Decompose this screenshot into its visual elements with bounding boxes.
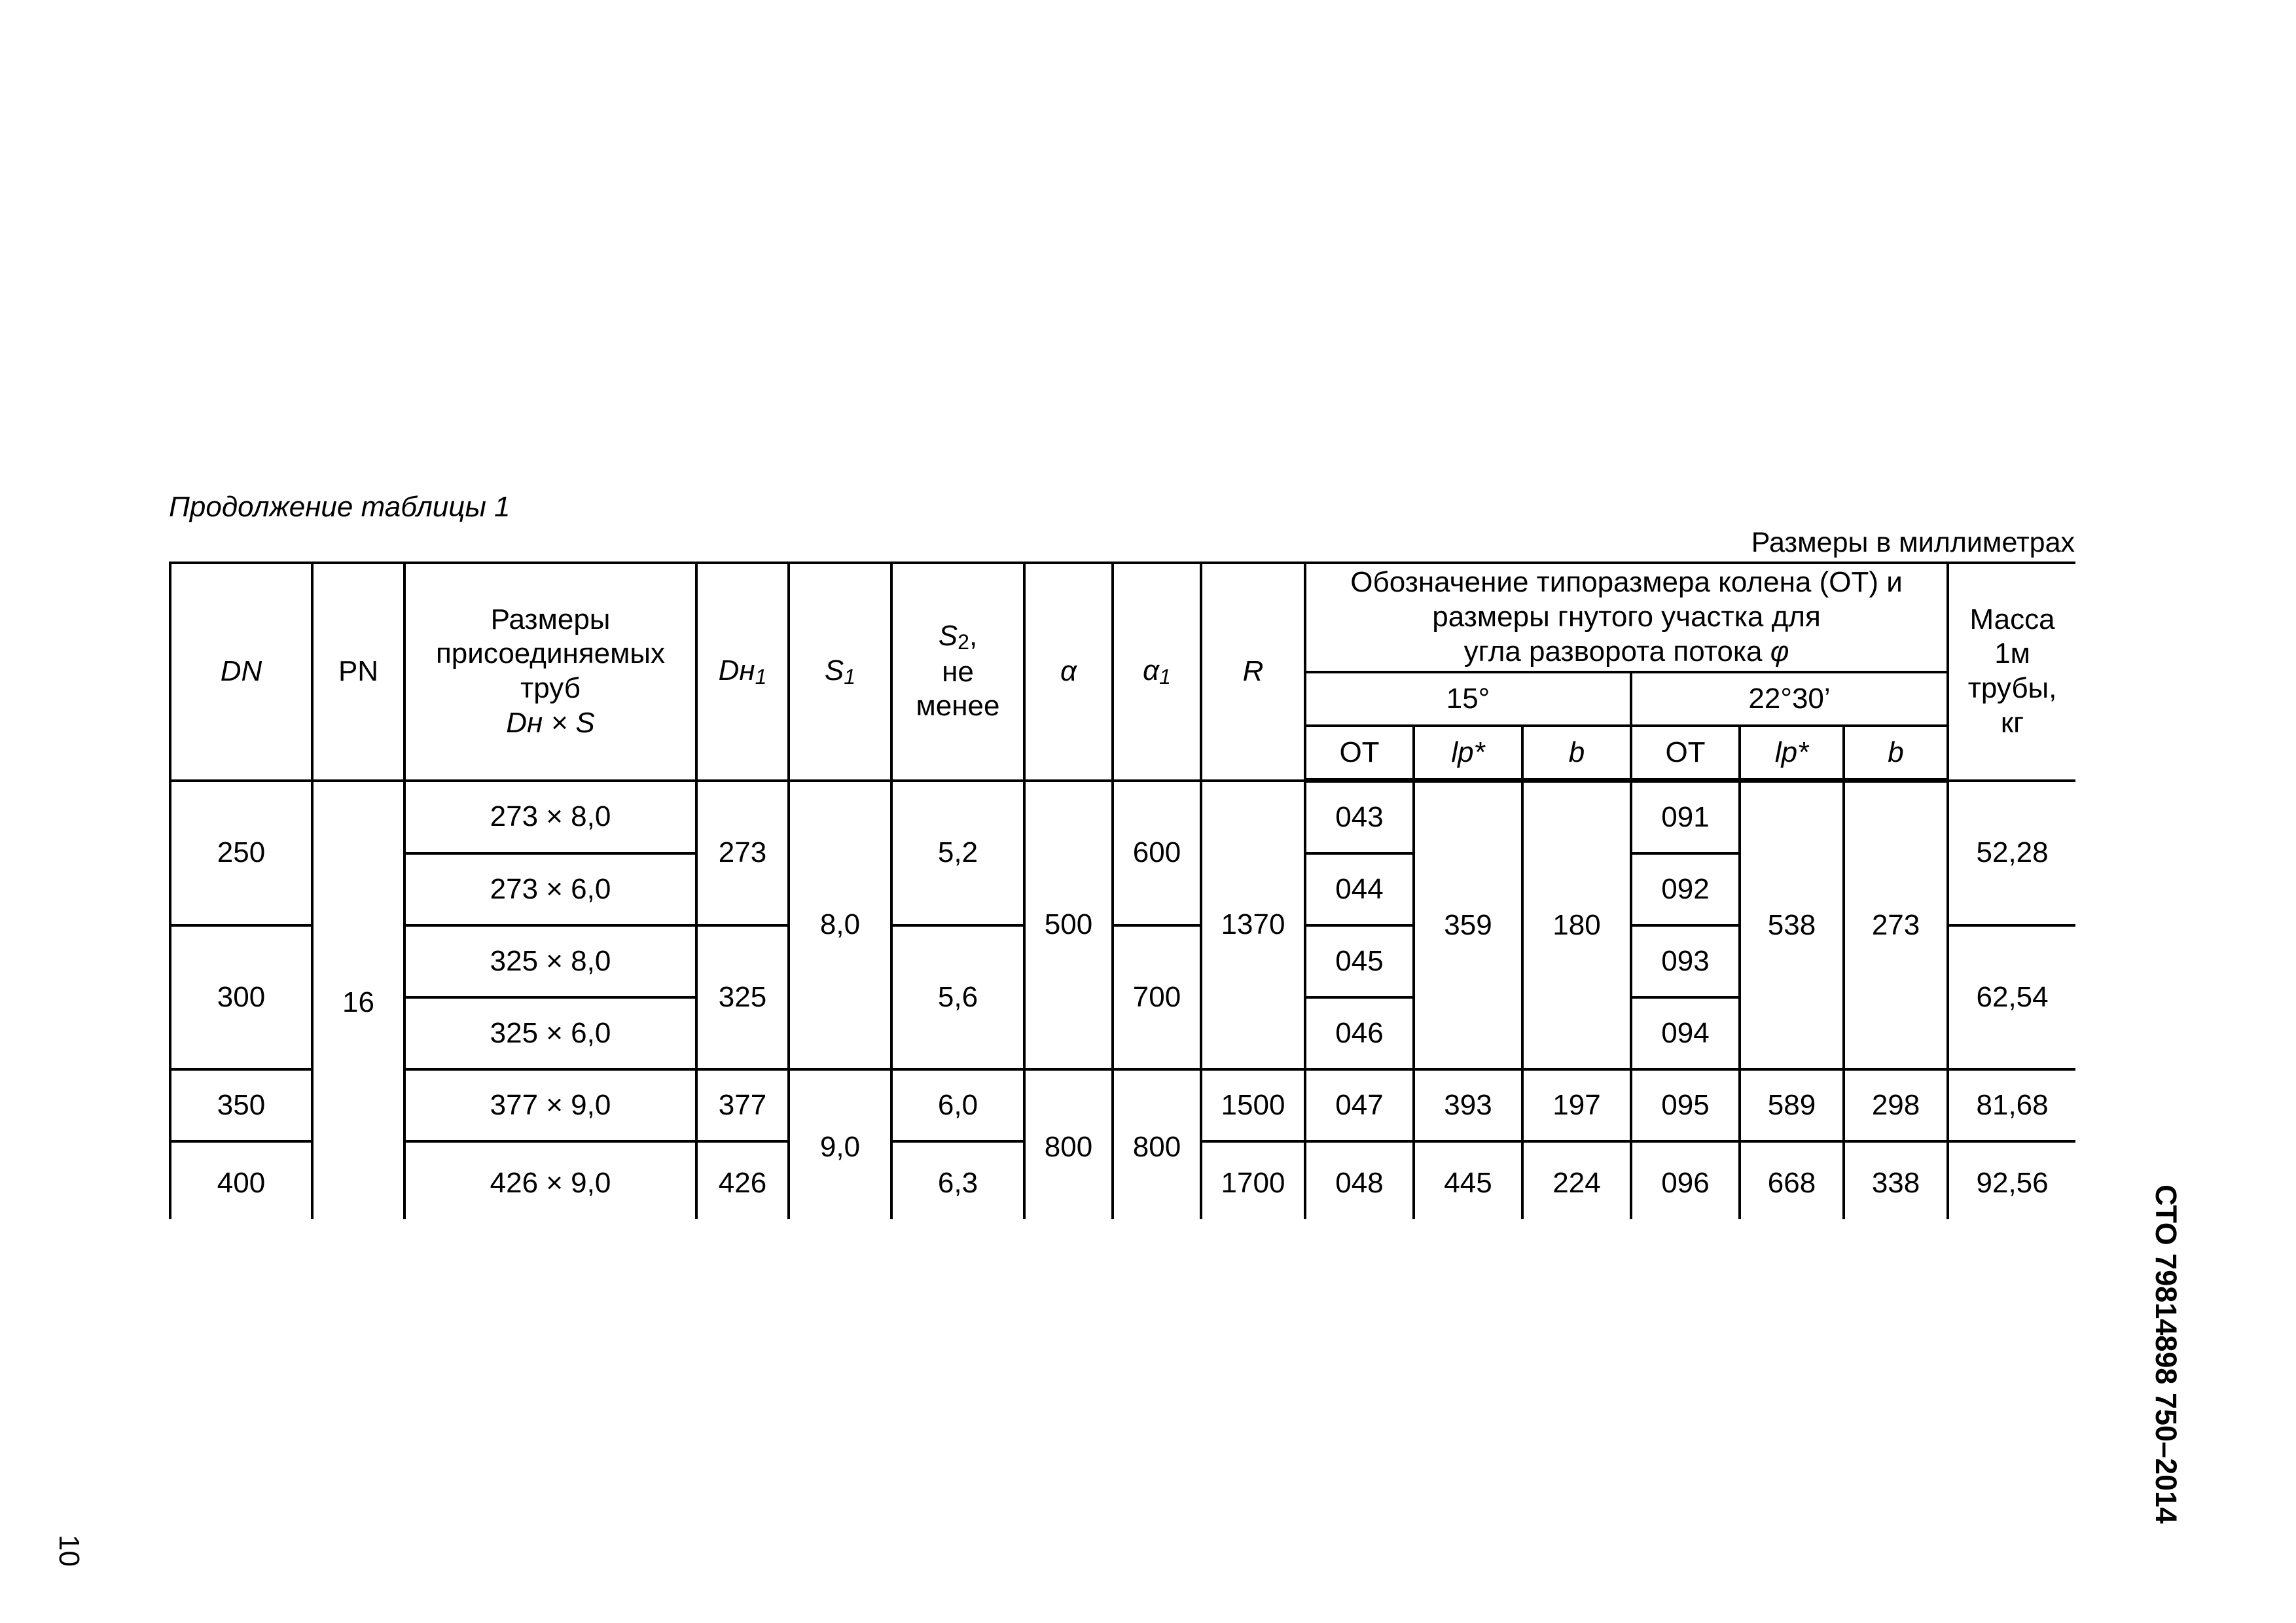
cell-lp-15: 359 — [1414, 781, 1522, 1070]
cell-dh1: 377 — [696, 1069, 789, 1141]
cell-dh1: 426 — [696, 1141, 789, 1219]
header-b-15: b — [1522, 726, 1631, 781]
cell-s1: 8,0 — [789, 781, 891, 1070]
cell-alpha: 500 — [1024, 781, 1113, 1070]
cell-s2: 5,2 — [891, 781, 1024, 926]
cell-lp-15: 445 — [1414, 1141, 1522, 1219]
cell-ot-15: 048 — [1305, 1141, 1414, 1219]
cell-lp-22: 668 — [1740, 1141, 1844, 1219]
cell-ot-22: 092 — [1631, 853, 1740, 925]
cell-b-15: 197 — [1522, 1069, 1631, 1141]
cell-pipe-size: 377 × 9,0 — [404, 1069, 696, 1141]
header-lp-15: lp* — [1414, 726, 1522, 781]
cell-pipe-size: 426 × 9,0 — [404, 1141, 696, 1219]
cell-b-22: 338 — [1844, 1141, 1948, 1219]
cell-ot-15: 043 — [1305, 781, 1414, 854]
cell-b-22: 298 — [1844, 1069, 1948, 1141]
cell-r: 1700 — [1201, 1141, 1305, 1219]
cell-dn: 400 — [170, 1141, 312, 1219]
cell-dh1: 273 — [696, 781, 789, 926]
header-dh1: Dн1 — [696, 563, 789, 781]
header-lp-22: lp* — [1740, 726, 1844, 781]
document-code: СТО 79814898 750–2014 — [2149, 1185, 2183, 1524]
header-dn: DN — [170, 563, 312, 781]
cell-ot-22: 093 — [1631, 925, 1740, 997]
header-s2: S2, не менее — [891, 563, 1024, 781]
header-r: R — [1201, 563, 1305, 781]
cell-ot-15: 047 — [1305, 1069, 1414, 1141]
cell-pipe-size: 325 × 6,0 — [404, 997, 696, 1069]
cell-ot-15: 045 — [1305, 925, 1414, 997]
cell-ot-22: 091 — [1631, 781, 1740, 854]
units-note: Размеры в миллиметрах — [1751, 527, 2075, 558]
header-alpha: α — [1024, 563, 1113, 781]
cell-pipe-size: 325 × 8,0 — [404, 925, 696, 997]
header-ot-15: ОТ — [1305, 726, 1414, 781]
header-pn: PN — [312, 563, 404, 781]
header-mass: Масса 1м трубы, кг — [1948, 563, 2075, 781]
cell-mass: 92,56 — [1948, 1141, 2075, 1219]
cell-pn: 16 — [312, 781, 404, 1220]
cell-ot-22: 096 — [1631, 1141, 1740, 1219]
cell-dn: 300 — [170, 925, 312, 1069]
header-designation: Обозначение типоразмера колена (ОТ) и размеры гнутого участка для угла разворота потока φ — [1305, 563, 1948, 672]
cell-mass: 52,28 — [1948, 781, 2075, 926]
cell-alpha1: 600 — [1113, 781, 1201, 926]
header-angle-15: 15° — [1305, 672, 1631, 726]
cell-dh1: 325 — [696, 925, 789, 1069]
dimensions-table — [169, 562, 2075, 1219]
cell-ot-22: 095 — [1631, 1069, 1740, 1141]
page-number: 10 — [53, 1535, 85, 1567]
cell-ot-15: 044 — [1305, 853, 1414, 925]
cell-alpha1: 800 — [1113, 1069, 1201, 1219]
header-b-22: b — [1844, 726, 1948, 781]
header-ot-22: ОТ — [1631, 726, 1740, 781]
cell-dn: 350 — [170, 1069, 312, 1141]
cell-s2: 6,3 — [891, 1141, 1024, 1219]
cell-ot-22: 094 — [1631, 997, 1740, 1069]
cell-pipe-size: 273 × 6,0 — [404, 853, 696, 925]
cell-alpha1: 700 — [1113, 925, 1201, 1069]
cell-alpha: 800 — [1024, 1069, 1113, 1219]
cell-pipe-size: 273 × 8,0 — [404, 781, 696, 854]
cell-lp-22: 538 — [1740, 781, 1844, 1070]
cell-mass: 62,54 — [1948, 925, 2075, 1069]
cell-b-22: 273 — [1844, 781, 1948, 1070]
header-pipes: Размеры присоединяемых труб Dн × S — [404, 563, 696, 781]
cell-r: 1370 — [1201, 781, 1305, 1070]
cell-s1: 9,0 — [789, 1069, 891, 1219]
cell-r: 1500 — [1201, 1069, 1305, 1141]
table-caption: Продолжение таблицы 1 — [169, 491, 511, 523]
header-angle-22-30: 22°30’ — [1631, 672, 1948, 726]
cell-s2: 5,6 — [891, 925, 1024, 1069]
cell-dn: 250 — [170, 781, 312, 926]
header-s1: S1 — [789, 563, 891, 781]
cell-b-15: 180 — [1522, 781, 1631, 1070]
header-alpha1: α1 — [1113, 563, 1201, 781]
cell-lp-22: 589 — [1740, 1069, 1844, 1141]
cell-s2: 6,0 — [891, 1069, 1024, 1141]
cell-mass: 81,68 — [1948, 1069, 2075, 1141]
cell-ot-15: 046 — [1305, 997, 1414, 1069]
cell-b-15: 224 — [1522, 1141, 1631, 1219]
table-container — [169, 562, 2075, 1219]
cell-lp-15: 393 — [1414, 1069, 1522, 1141]
